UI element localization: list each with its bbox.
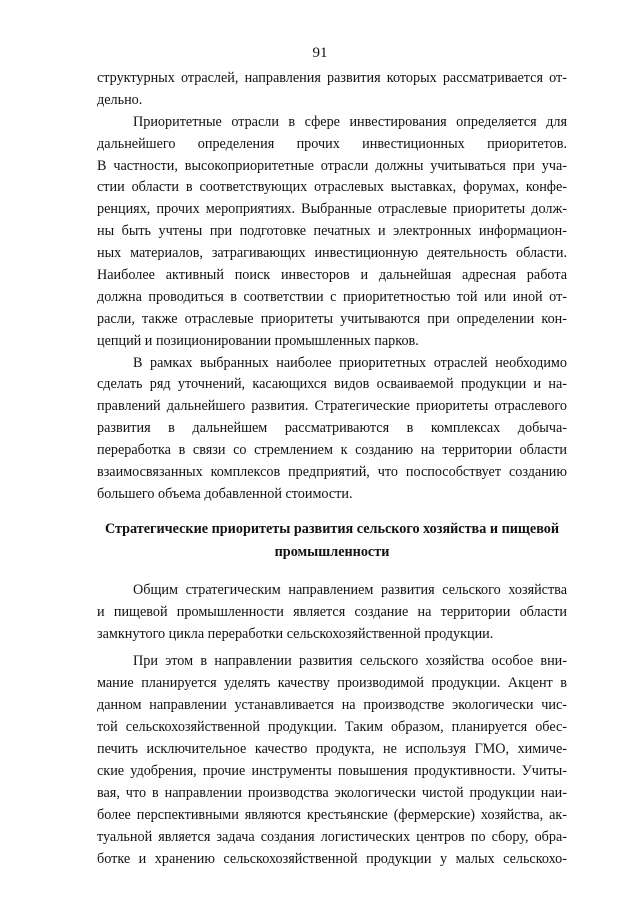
page-number: 91 bbox=[312, 45, 328, 61]
text-line: ские удобрения, прочие инструменты повышения продуктивности. Учиты- bbox=[97, 762, 567, 779]
text-line: взаимосвязанных комплексов предприятий, что поспособствует созданию bbox=[97, 464, 567, 481]
text-line: той сельскохозяйственной продукции. Таким образом, планируется обес- bbox=[97, 719, 567, 736]
section-heading-line-2: промышленности bbox=[274, 543, 390, 560]
text-line: Наиболее активный поиск инвесторов и дальнейшая адресная работа bbox=[97, 267, 567, 284]
text-line: расли, также отраслевые приоритеты учитываются при определении кон- bbox=[97, 310, 567, 327]
text-line: замкнутого цикла переработки сельскохозяйственной продукции. bbox=[97, 625, 494, 642]
text-line: При этом в направлении развития сельского хозяйства особое вни- bbox=[133, 653, 567, 670]
text-line: сделать ряд уточнений, касающихся видов осваиваемой продукции и на- bbox=[97, 376, 567, 393]
paragraph bbox=[97, 353, 567, 506]
text-line: должна проводиться в соответствии с приоритетностью той или иной от- bbox=[97, 288, 567, 305]
text-line: вая, что в направлении производства экологически чистой продукции наи- bbox=[97, 784, 567, 801]
text-line: Общим стратегическим направлением развития сельского хозяйства bbox=[133, 581, 567, 598]
text-line: мание планируется уделять качеству производимой продукции. Акцент в bbox=[97, 675, 567, 692]
spacer bbox=[97, 564, 567, 580]
text-line: стии области в соответствующих отраслевых выставках, форумах, конфе- bbox=[97, 179, 567, 196]
section-heading-line-1: Стратегические приоритеты развития сельского хозяйства и пищевой bbox=[104, 520, 560, 537]
text-line: туальной является задача создания логистических центров по сбору, обра- bbox=[97, 828, 567, 845]
spacer bbox=[97, 506, 567, 518]
text-line: печить исключительное качество продукта, не используя ГМО, химиче- bbox=[97, 741, 567, 758]
text-line: В рамках выбранных наиболее приоритетных отраслей необходимо bbox=[133, 354, 567, 371]
text-line: ренциях, прочих мероприятиях. Выбранные отраслевые приоритеты долж- bbox=[97, 201, 567, 218]
text-line: ных материалов, затрагивающих инвестиционную деятельность области. bbox=[97, 245, 567, 262]
paragraph bbox=[97, 651, 567, 870]
text-line: ботке и хранению сельскохозяйственной продукции у малых сельскохо- bbox=[97, 850, 567, 867]
bottom-paragraphs bbox=[97, 580, 567, 871]
paragraph bbox=[97, 580, 567, 646]
text-line: правлений дальнейшего развития. Стратегические приоритеты отраслевого bbox=[97, 398, 567, 415]
text-line: В частности, высокоприоритетные отрасли должны учитываться при уча- bbox=[97, 157, 567, 174]
text-line: дальнейшего определения прочих инвестиционных приоритетов. bbox=[97, 135, 567, 152]
top-paragraphs bbox=[97, 68, 567, 506]
text-line: дельно. bbox=[97, 91, 143, 108]
text-line: и пищевой промышленности является создание на территории области bbox=[97, 603, 567, 620]
text-line: большего объема добавленной стоимости. bbox=[97, 485, 353, 502]
text-line: Приоритетные отрасли в сфере инвестирования определяется для bbox=[133, 113, 567, 130]
text-line: переработка в связи со стремлением к созданию на территории области bbox=[97, 442, 567, 459]
text-line: данном направлении устанавливается на производстве экологически чис- bbox=[97, 697, 567, 714]
section-heading bbox=[97, 518, 567, 564]
text-line: цепций и позиционировании промышленных парков. bbox=[97, 332, 419, 349]
paragraph bbox=[97, 68, 567, 112]
text-line: структурных отраслей, направления развития которых рассматривается от- bbox=[97, 70, 567, 86]
paragraph bbox=[97, 112, 567, 353]
text-line: ны быть учтены при подготовке печатных и электронных информацион- bbox=[97, 223, 567, 240]
text-line: развития в дальнейшем рассматриваются в комплексах добыча- bbox=[97, 420, 567, 437]
document-body bbox=[97, 68, 567, 870]
text-line: более перспективными являются крестьянские (фермерские) хозяйства, ак- bbox=[97, 806, 567, 823]
